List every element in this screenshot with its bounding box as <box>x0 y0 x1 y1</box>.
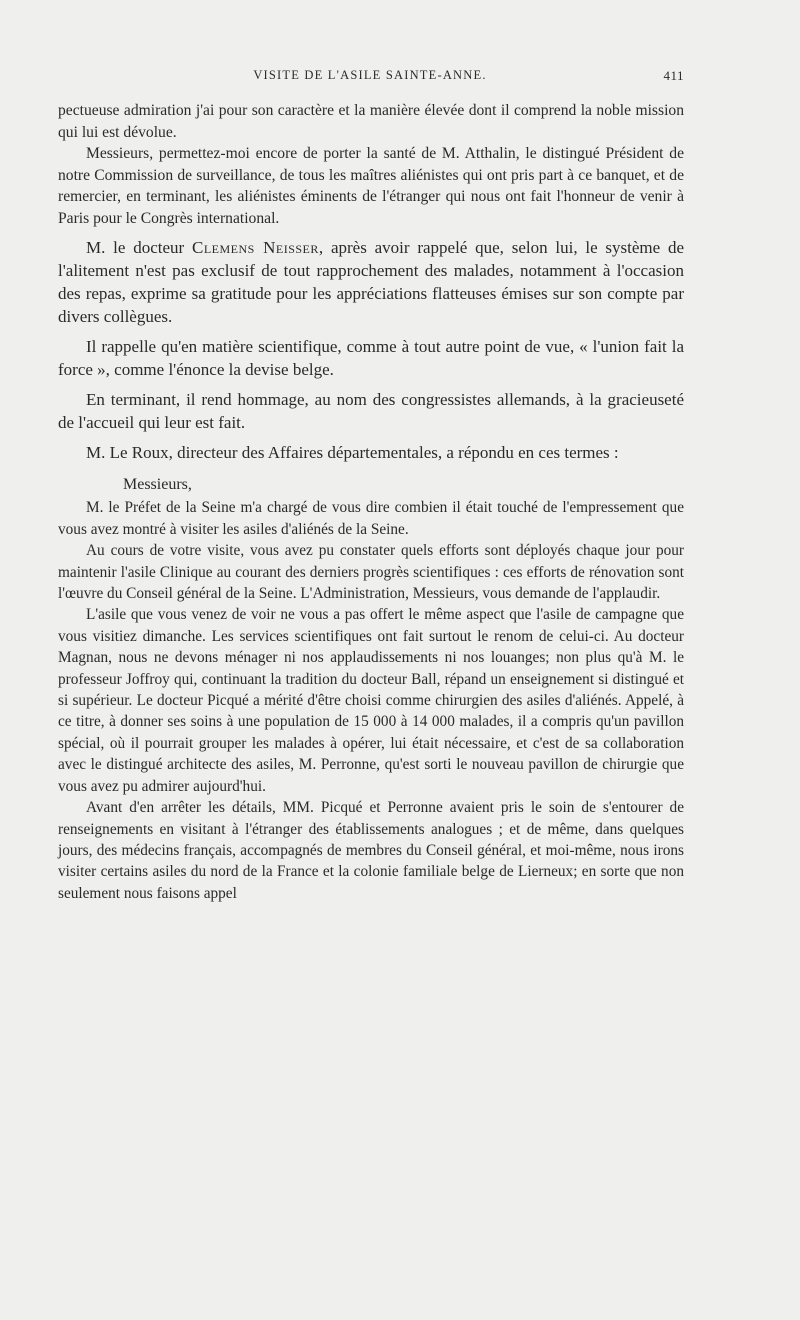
paragraph-6-rest: , directeur des Affaires départementales, a répondu en ces termes : <box>168 443 619 462</box>
paragraph-3-rest: , après avoir rappelé que, selon lui, le système de l'alitement n'est pas exclusif de tout rapprochement des malades, notamment à l'occasion des repas, exprime sa gratitude pour les appréciations flatteuses émises sur son compte par divers collègues. <box>58 238 685 326</box>
speaker-name-le-roux: Le Roux <box>109 443 169 462</box>
speech-salutation: Messieurs, <box>123 476 192 493</box>
page-number: 411 <box>663 68 684 83</box>
speaker-name-neisser: Clemens Neisser <box>191 238 319 257</box>
paragraph-6 <box>58 441 684 464</box>
speech-paragraph-1: M. le Préfet de la Seine m'a chargé de vous dire combien il était touché de l'empressement que vous avez montré à visiter les asiles d'aliénés de la Seine. <box>58 499 684 538</box>
paragraph-3 <box>58 236 684 328</box>
paragraph-6-lead: M. <box>86 443 110 462</box>
speech-paragraph-2: Au cours de votre visite, vous avez pu constater quels efforts sont déployés chaque jour pour maintenir l'asile Clinique au courant des derniers progrès scientifiques : ces efforts de rénovation sont l'œuvre du Conseil général de la Seine. L'Administration, Messieurs, vous demande de l'applaudir. <box>58 542 684 603</box>
speech-paragraph-3: L'asile que vous venez de voir ne vous a pas offert le même aspect que l'asile de campagne que vous visitiez dimanche. Les services scientifiques ont fait surtout le renom de celui-ci. Au docteur Magnan, nous ne devons ménager ni nos applaudissements ni nos louanges; non plus qu'à M. le professeur Joffroy qui, continuant la tradition du docteur Ball, répand un enseignement si distingué et si supérieur. Le docteur Picqué a mérité d'être choisi comme chirurgien des asiles d'aliénés. Appelé, à ce titre, à donner ses soins à une population de 15 000 à 14 000 malades, il a compris qu'un pavillon spécial, où il pourrait grouper les malades à opérer, lui était nécessaire, et c'est de sa collaboration avec le distingué architecte des asiles, M. Perronne, qu'est sorti le nouveau pavillon de chirurgie que vous avez pu admirer aujourd'hui. <box>58 606 684 795</box>
running-title: VISITE DE L'ASILE SAINTE-ANNE. <box>253 68 487 82</box>
page-text <box>58 100 684 904</box>
page-header <box>56 62 684 92</box>
paragraph-1: pectueuse admiration j'ai pour son caractère et la manière élevée dont il comprend la noble mission qui lui est dévolue. <box>58 102 684 141</box>
paragraph-3-lead: M. le docteur <box>86 238 192 257</box>
paragraph-5: En terminant, il rend hommage, au nom des congressistes allemands, à la gracieuseté de l'accueil qui leur est fait. <box>58 390 684 432</box>
paragraph-4: Il rappelle qu'en matière scientifique, comme à tout autre point de vue, « l'union fait la force », comme l'énonce la devise belge. <box>58 337 684 379</box>
speech-paragraph-4: Avant d'en arrêter les détails, MM. Picqué et Perronne avaient pris le soin de s'entourer de renseignements en visitant à l'étranger des établissements analogues ; et de même, dans quelques jours, des médecins français, accompagnés de membres du Conseil général, et moi-même, nous irons visiter certains asiles du nord de la France et la colonie familiale belge de Lierneux; en sorte que non seulement nous faisons appel <box>58 799 684 902</box>
paragraph-2: Messieurs, permettez-moi encore de porter la santé de M. Atthalin, le distingué Président de notre Commission de surveillance, de tous les maîtres aliénistes qui ont pris part à ce banquet, et de remercier, en terminant, les aliénistes éminents de l'étranger qui nous ont fait l'honneur de venir à Paris pour le Congrès international. <box>58 145 684 227</box>
